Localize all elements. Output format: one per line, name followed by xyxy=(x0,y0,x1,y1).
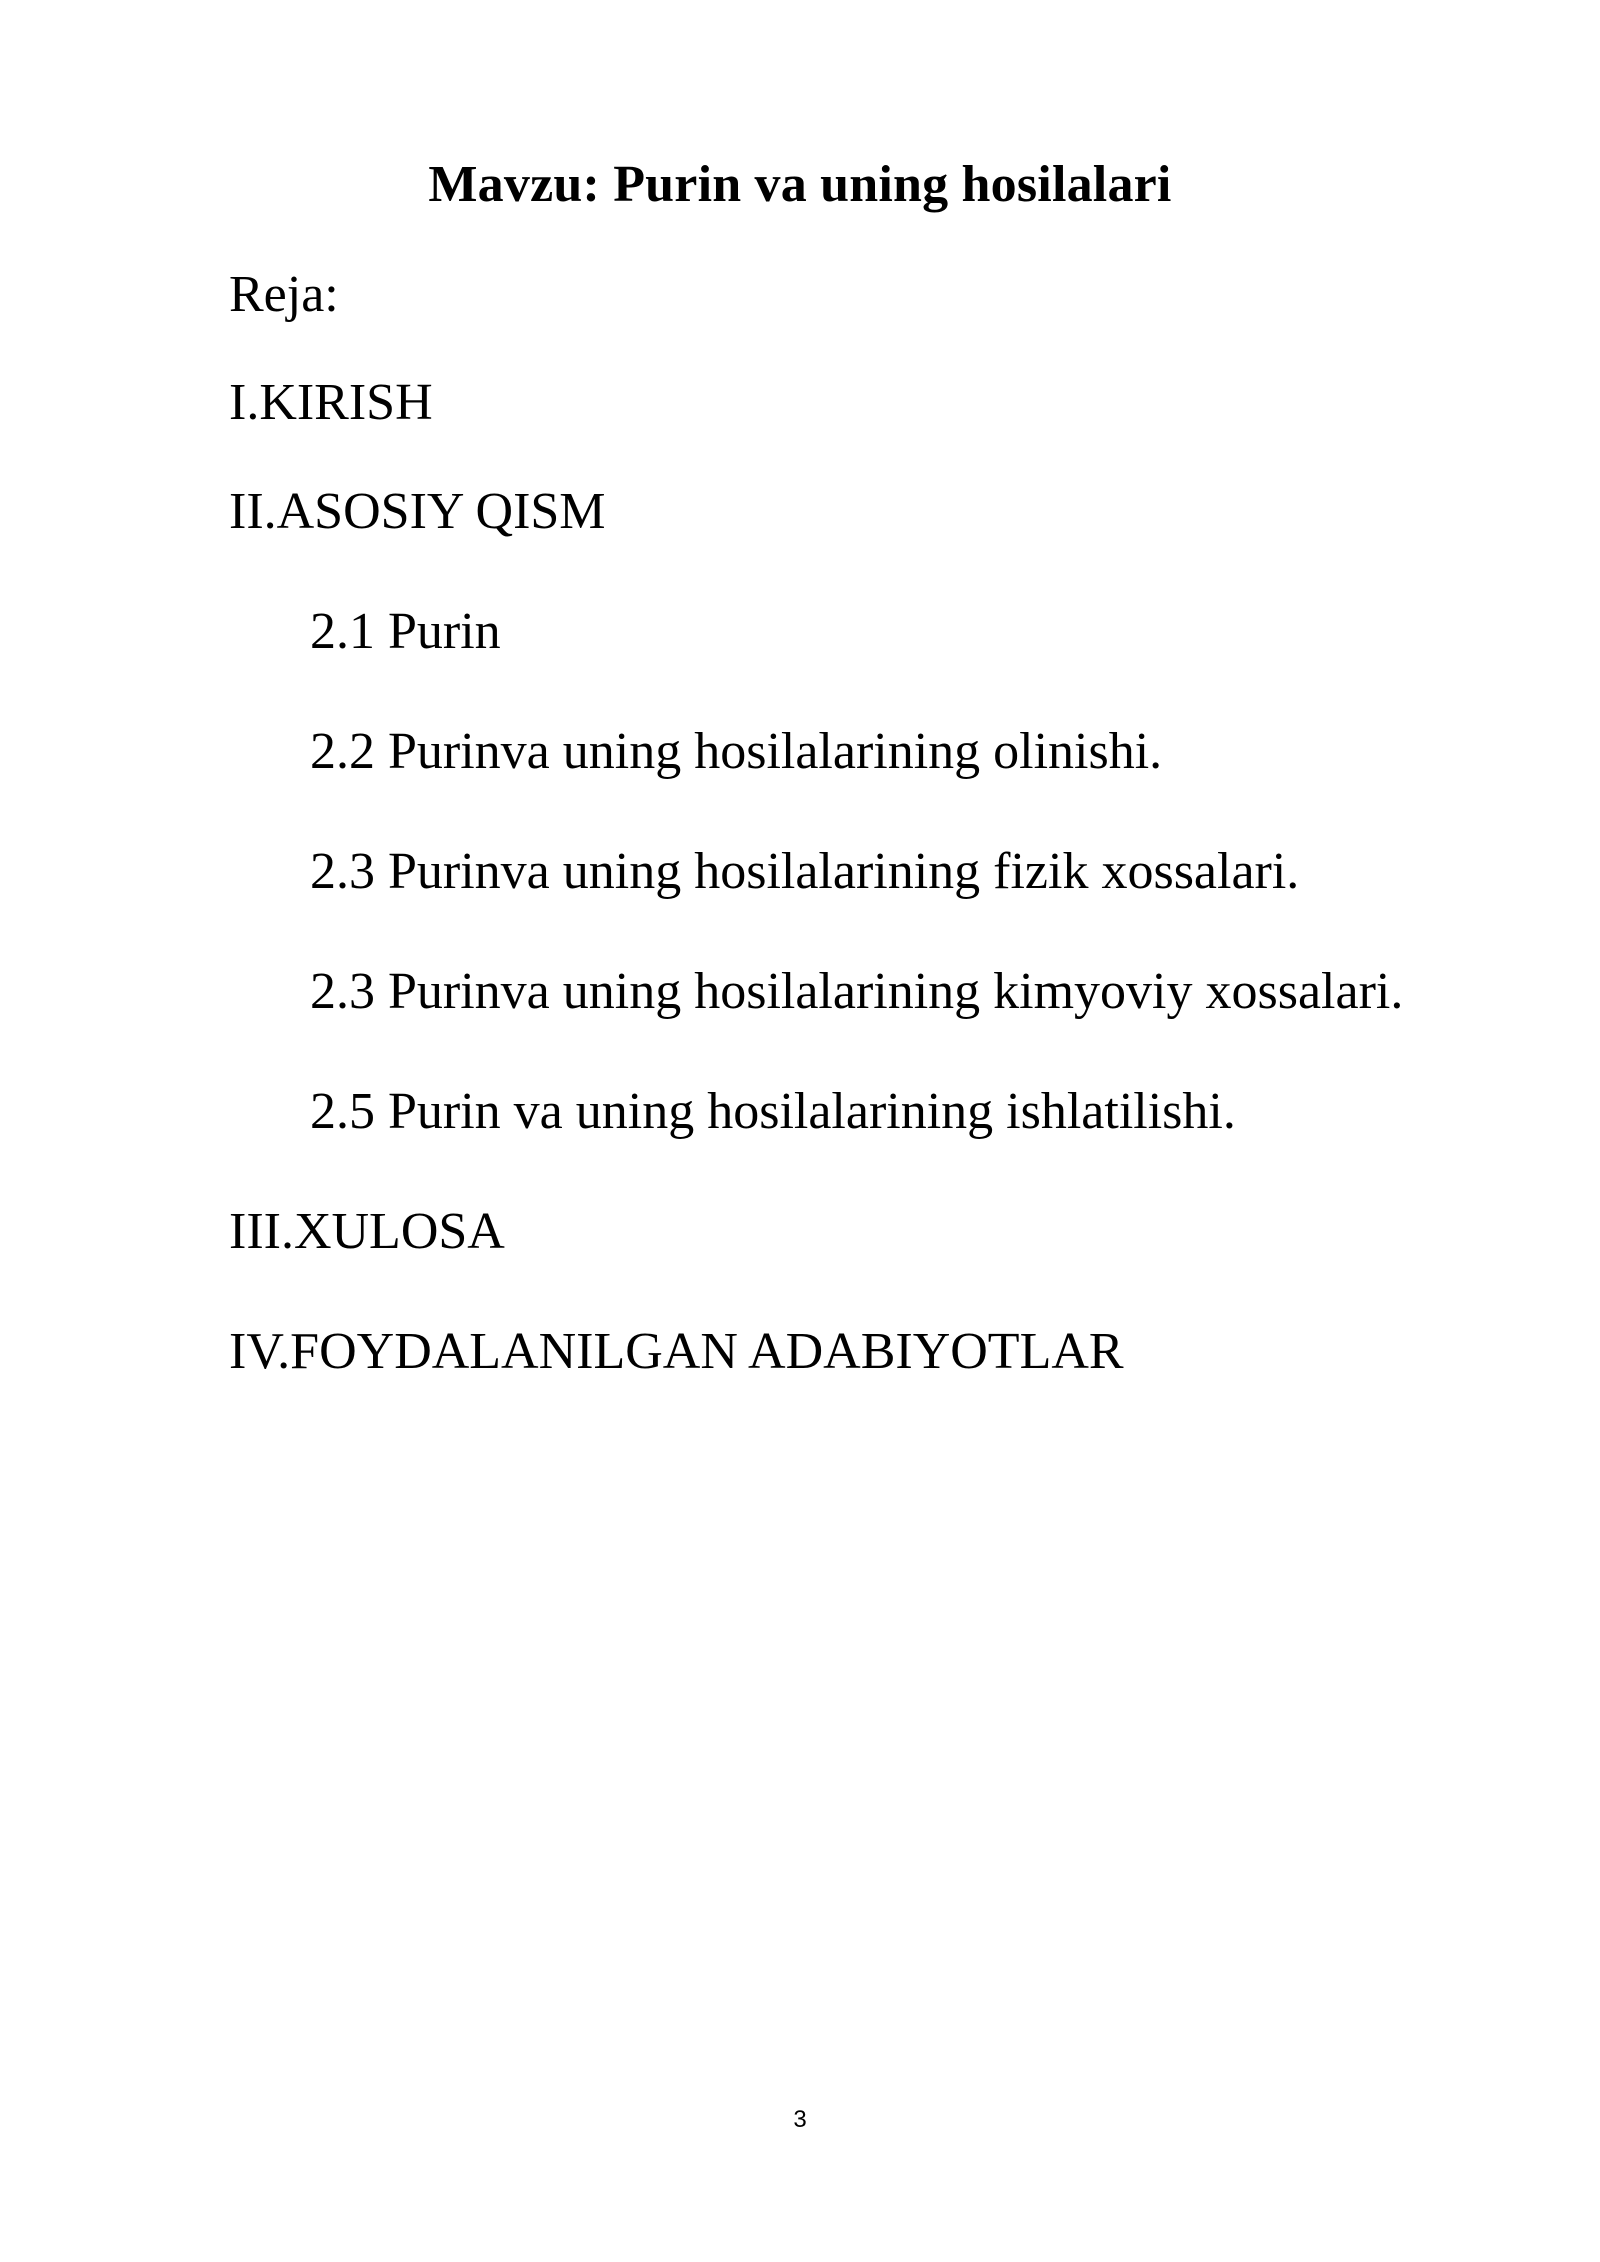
outline-subitem-2-2: 2.2 Purinva uning hosilalarining olinishi. xyxy=(310,723,1163,780)
outline-item-main-part: II.ASOSIY QISM xyxy=(229,483,606,540)
outline-item-references: IV.FOYDALANILGAN ADABIYOTLAR xyxy=(229,1323,1124,1380)
page-title: Mavzu: Purin va uning hosilalari xyxy=(428,156,1172,213)
outline-subitem-2-5: 2.5 Purin va uning hosilalarining ishlatilishi. xyxy=(310,1083,1236,1140)
outline-subitem-2-3-physical: 2.3 Purinva uning hosilalarining fizik xossalari. xyxy=(310,843,1300,900)
outline-subitem-2-1: 2.1 Purin xyxy=(310,603,501,660)
plan-label: Reja: xyxy=(229,266,339,323)
outline-subitem-2-3-chemical: 2.3 Purinva uning hosilalarining kimyoviy xossalari. xyxy=(310,963,1404,1020)
outline-item-conclusion: III.XULOSA xyxy=(229,1203,505,1260)
page-number: 3 xyxy=(793,2106,807,2133)
outline-item-intro: I.KIRISH xyxy=(229,374,433,431)
